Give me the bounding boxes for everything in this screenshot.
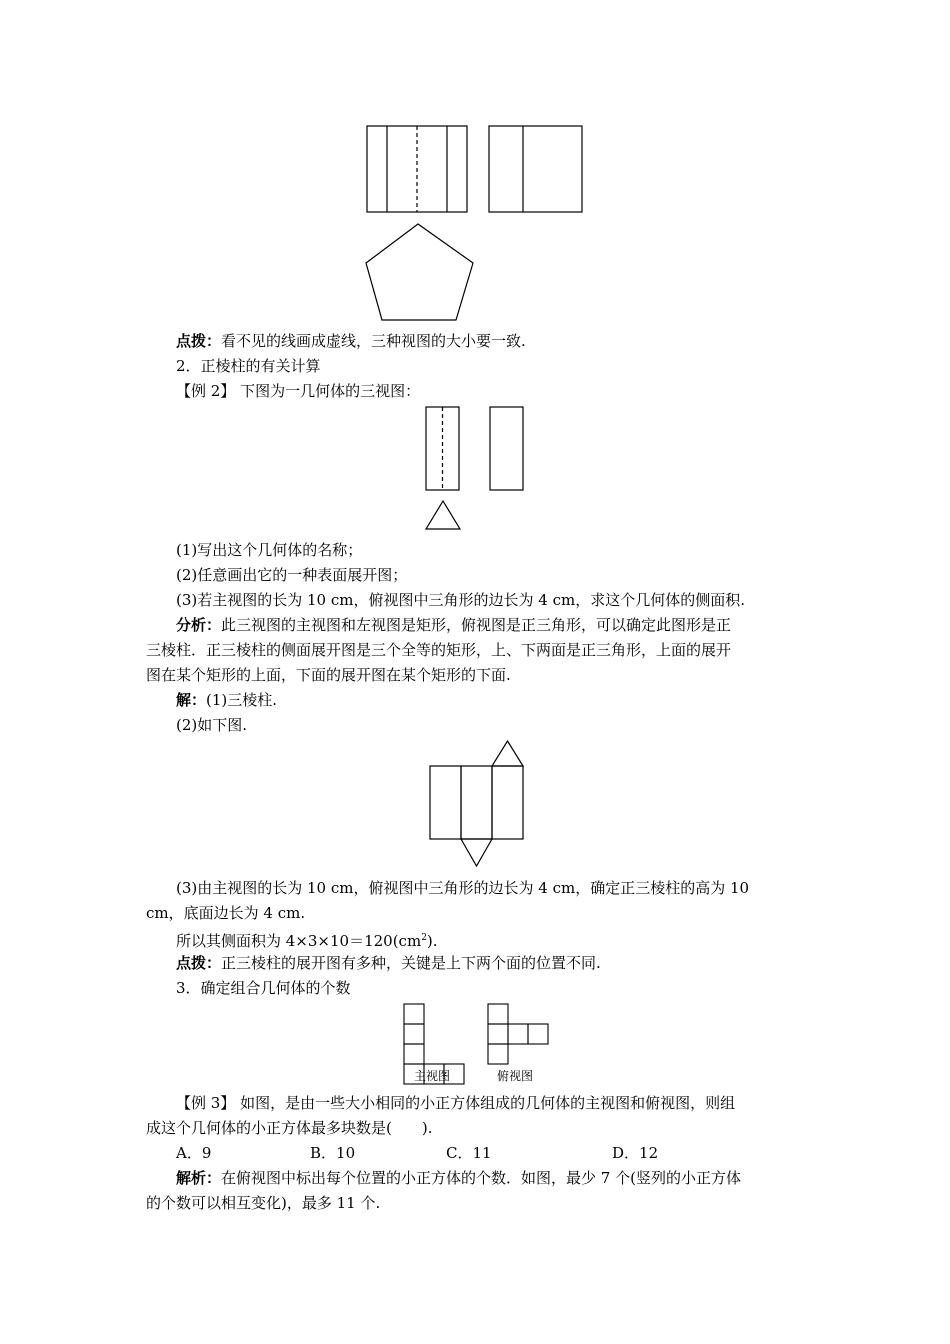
question-2: (2)任意画出它的一种表面展开图； (176, 566, 408, 584)
analysis-line-3: 图在某个矩形的上面，下面的展开图在某个矩形的下面. (146, 666, 511, 684)
cube-front-view (402, 1002, 468, 1098)
answer-2: (2)如下图. (176, 716, 248, 734)
tip-2 (176, 953, 601, 973)
side-view-rect (489, 126, 582, 212)
front-view-caption: 主视图 (414, 1069, 451, 1083)
lateral-area-line (176, 928, 438, 951)
section-heading-3: 3．确定组合几何体的个数 (176, 979, 351, 997)
top-view-pentagon (366, 224, 473, 320)
net-lateral-rect-2 (461, 766, 492, 839)
example-text: 下图为一几何体的三视图： (235, 382, 421, 400)
net-lateral-rect-1 (430, 766, 461, 839)
answer-3-line-1: (3)由主视图的长为 10 cm，俯视图中三角形的边长为 4 cm，确定正三棱柱的高为 10 (176, 879, 750, 897)
analysis-line-1 (176, 615, 731, 635)
tip-1 (176, 331, 526, 351)
top-view-triangle (426, 501, 460, 529)
option-d: D．12 (612, 1144, 659, 1162)
cube-top-view (485, 1002, 551, 1098)
explanation-line-1 (176, 1168, 741, 1188)
option-c: C．11 (446, 1144, 492, 1162)
tip-text: 看不见的线画成虚线，三种视图的大小要一致. (221, 332, 526, 350)
option-b: B．10 (310, 1144, 356, 1162)
question-1: (1)写出这个几何体的名称； (176, 541, 363, 559)
side-view-rect (490, 407, 523, 490)
analysis-label: 分析： (176, 616, 222, 634)
tip-label: 点拨： (176, 954, 222, 972)
area-text: 所以其侧面积为 4×3×10＝120(cm (176, 932, 422, 950)
example-text: 如图，是由一些大小相同的小正方体组成的几何体的主视图和俯视图，则组 (235, 1094, 736, 1112)
example-3-line-2: 成这个几何体的小正方体最多块数是( ). (146, 1119, 433, 1137)
pentagonal-prism-three-views (360, 120, 590, 330)
explanation-text: 在俯视图中标出每个位置的小正方体的个数．如图，最少 7 个(竖列的小正方体 (221, 1169, 741, 1187)
area-suffix: ). (426, 932, 438, 950)
solution-label: 解： (176, 691, 207, 709)
option-a: A．9 (176, 1144, 212, 1162)
solution-line-1 (176, 690, 277, 710)
tip-label: 点拨： (176, 332, 222, 350)
example-label: 【例 3】 (176, 1094, 236, 1112)
tip-text: 正三棱柱的展开图有多种，关键是上下两个面的位置不同. (221, 954, 601, 972)
example-2-heading (176, 381, 420, 401)
net-bottom-triangle (461, 839, 492, 866)
triangular-prism-net (425, 738, 535, 878)
question-3: (3)若主视图的长为 10 cm，俯视图中三角形的边长为 4 cm，求这个几何体的侧面积. (176, 591, 745, 609)
top-view-caption: 俯视图 (497, 1069, 534, 1083)
net-lateral-rect-3 (492, 766, 523, 839)
analysis-text: 此三视图的主视图和左视图是矩形，俯视图是正三角形，可以确定此图形是正 (221, 616, 732, 634)
triangular-prism-three-views (420, 404, 530, 534)
net-top-triangle (492, 741, 523, 766)
answer-1: (1)三棱柱. (206, 691, 278, 709)
analysis-line-2: 三棱柱．正三棱柱的侧面展开图是三个全等的矩形，上、下两面是正三角形，上面的展开 (146, 641, 732, 659)
section-heading-2: 2．正棱柱的有关计算 (176, 357, 321, 375)
area-superscript: 2 (421, 933, 427, 943)
example-3-line-1 (176, 1093, 735, 1113)
answer-3-line-2: cm，底面边长为 4 cm. (146, 904, 306, 922)
explanation-label: 解析： (176, 1169, 222, 1187)
example-label: 【例 2】 (176, 382, 236, 400)
explanation-line-2: 的个数可以相互变化)，最多 11 个. (146, 1194, 381, 1212)
